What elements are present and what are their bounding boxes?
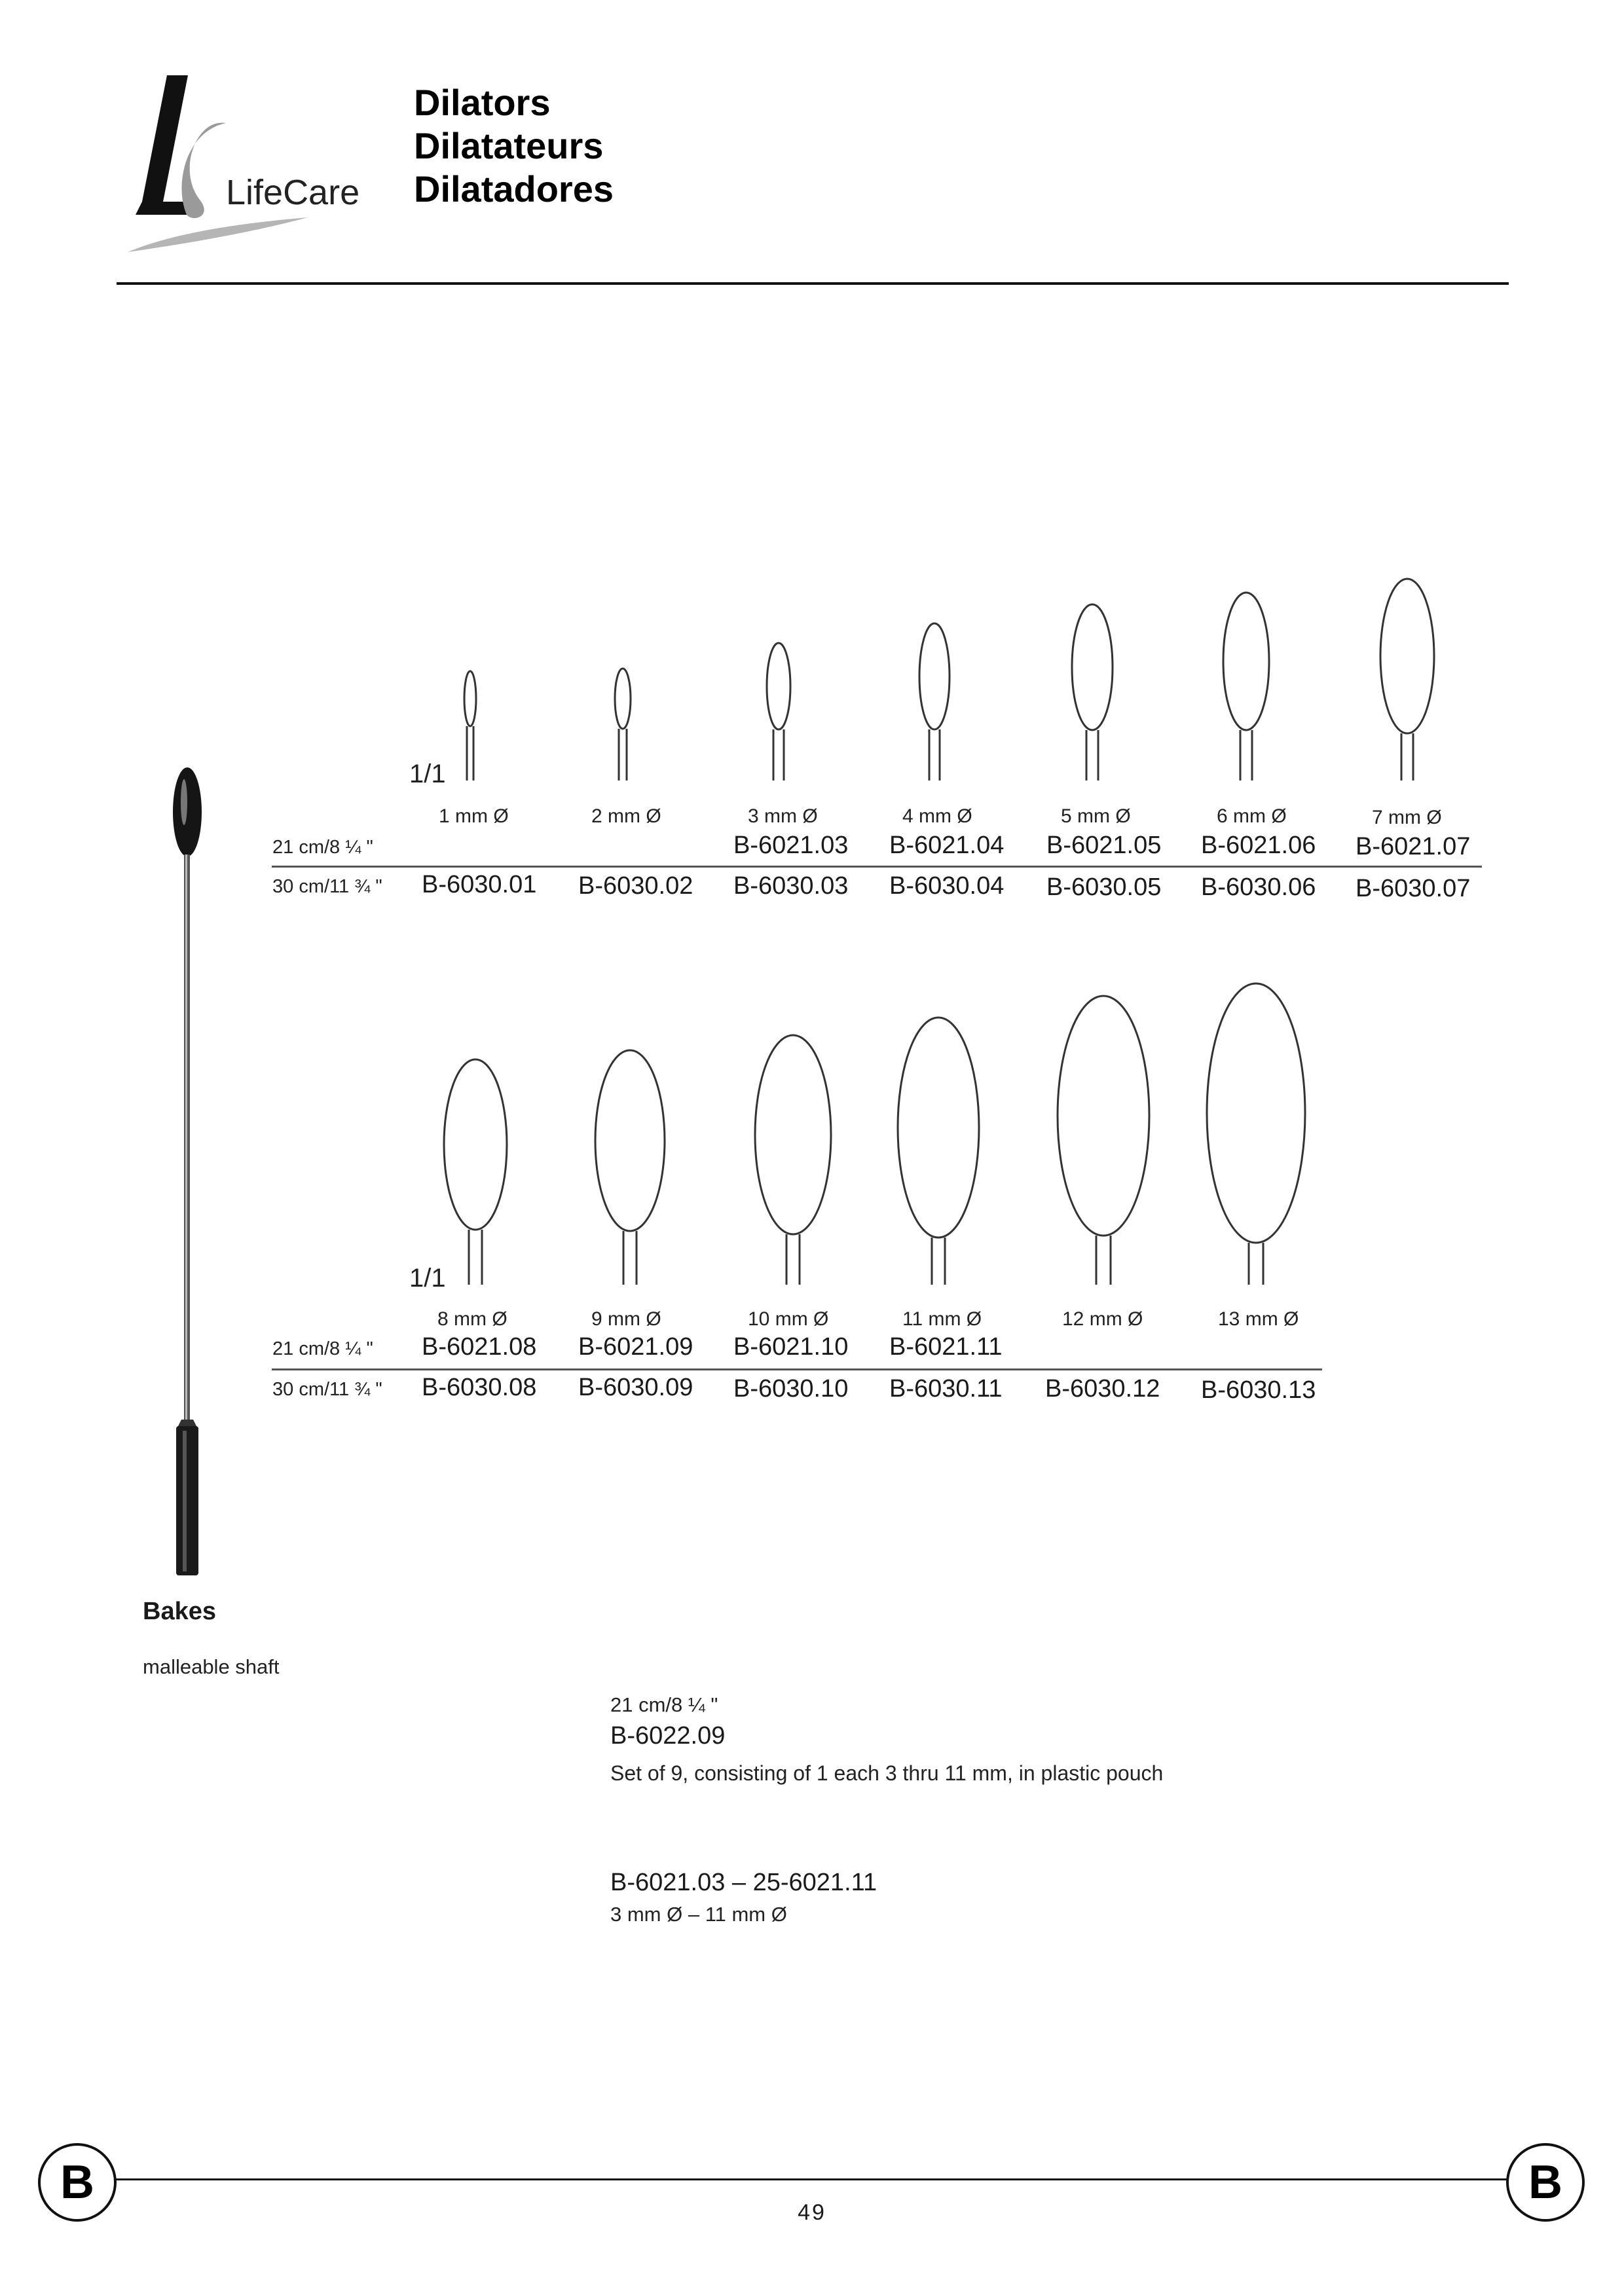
code-6021-07: B-6021.07 — [1356, 833, 1471, 860]
code-6030-07: B-6030.07 — [1356, 875, 1471, 902]
dilator-tip-5mm — [1072, 604, 1113, 780]
code-6030-08: B-6030.08 — [422, 1374, 537, 1401]
code-6030-03: B-6030.03 — [733, 872, 849, 900]
title-spanish: Dilatadores — [414, 168, 614, 210]
row-divider-1 — [272, 866, 1482, 868]
code-6021-08: B-6021.08 — [422, 1333, 537, 1361]
code-6021-06: B-6021.06 — [1201, 832, 1316, 859]
set-length: 21 cm/8 ¼ " — [610, 1693, 718, 1716]
range-codes: B-6021.03 – 25-6021.11 — [610, 1869, 877, 1896]
code-6030-06: B-6030.06 — [1201, 873, 1316, 901]
code-6030-13: B-6030.13 — [1201, 1376, 1316, 1404]
dilator-tip-4mm — [919, 623, 950, 780]
size-13mm: 13 mm Ø — [1218, 1308, 1299, 1330]
code-6030-02: B-6030.02 — [578, 872, 693, 900]
dilator-tip-12mm — [1058, 996, 1149, 1285]
svg-text:LifeCare: LifeCare — [226, 173, 360, 212]
dilator-tip-6mm — [1223, 593, 1269, 780]
dilator-tip-3mm — [767, 643, 790, 780]
code-6030-10: B-6030.10 — [733, 1375, 849, 1403]
size-7mm: 7 mm Ø — [1372, 807, 1442, 828]
row30-label-2: 30 cm/11 ¾ " — [272, 1379, 382, 1400]
size-6mm: 6 mm Ø — [1217, 805, 1287, 827]
code-6021-11: B-6021.11 — [889, 1333, 1003, 1361]
code-6021-10: B-6021.10 — [733, 1333, 849, 1361]
range-sizes: 3 mm Ø – 11 mm Ø — [610, 1903, 787, 1926]
size-12mm: 12 mm Ø — [1062, 1308, 1143, 1330]
size-5mm: 5 mm Ø — [1061, 805, 1131, 827]
title-french: Dilatateurs — [414, 125, 604, 166]
section-badge-left: B — [38, 2143, 117, 2222]
code-6021-04: B-6021.04 — [889, 832, 1005, 859]
dilator-tip-1mm — [464, 671, 476, 780]
size-9mm: 9 mm Ø — [591, 1308, 661, 1330]
dilator-tip-9mm — [595, 1050, 665, 1285]
section-badge-right: B — [1506, 2143, 1585, 2222]
size-8mm: 8 mm Ø — [437, 1308, 507, 1330]
size-11mm: 11 mm Ø — [902, 1308, 982, 1330]
dilator-tip-10mm — [755, 1035, 831, 1285]
code-6030-04: B-6030.04 — [889, 872, 1005, 900]
product-description: malleable shaft — [143, 1655, 280, 1678]
size-3mm: 3 mm Ø — [748, 805, 818, 827]
size-4mm: 4 mm Ø — [902, 805, 972, 827]
row-divider-2 — [272, 1368, 1322, 1370]
footer-rule — [115, 2178, 1511, 2180]
dilator-tip-13mm — [1207, 983, 1305, 1285]
code-6030-01: B-6030.01 — [422, 871, 537, 898]
row21-label-1: 21 cm/8 ¼ " — [272, 837, 373, 858]
code-6021-03: B-6021.03 — [733, 832, 849, 859]
code-6021-09: B-6021.09 — [578, 1333, 693, 1361]
product-name: Bakes — [143, 1598, 216, 1625]
size-2mm: 2 mm Ø — [591, 805, 661, 827]
dilator-tip-7mm — [1380, 579, 1434, 780]
size-10mm: 10 mm Ø — [748, 1308, 829, 1330]
code-6030-09: B-6030.09 — [578, 1374, 693, 1401]
row21-label-2: 21 cm/8 ¼ " — [272, 1338, 373, 1359]
dilator-tip-8mm — [444, 1059, 507, 1285]
set-description: Set of 9, consisting of 1 each 3 thru 11 mm, in plastic pouch — [610, 1761, 1164, 1785]
page-number: 49 — [798, 2200, 826, 2225]
code-6030-05: B-6030.05 — [1046, 873, 1162, 901]
row30-label-1: 30 cm/11 ¾ " — [272, 876, 382, 897]
code-6021-05: B-6021.05 — [1046, 832, 1162, 859]
title-english: Dilators — [414, 82, 551, 123]
dilator-tip-11mm — [898, 1018, 979, 1285]
code-6030-12: B-6030.12 — [1045, 1375, 1160, 1403]
bakes-dilator-full-instrument — [173, 767, 202, 1575]
set-code: B-6022.09 — [610, 1722, 726, 1750]
dilator-tip-2mm — [615, 669, 631, 780]
scale-label-2: 1/1 — [409, 1264, 446, 1293]
scale-label-1: 1/1 — [409, 760, 446, 788]
code-6030-11: B-6030.11 — [889, 1375, 1003, 1403]
size-1mm: 1 mm Ø — [439, 805, 509, 827]
